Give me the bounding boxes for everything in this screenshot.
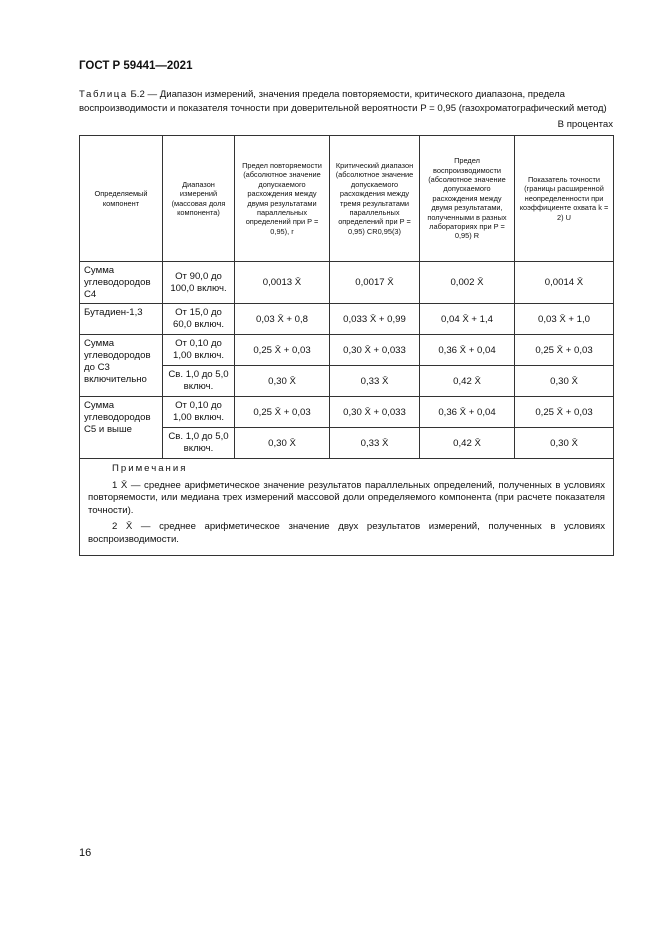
caption-label: Таблица (79, 89, 128, 100)
header-component: Определяемый компонент (80, 136, 163, 262)
accuracy-cell: 0,0014 X̄ (515, 262, 614, 304)
note-item: 1 X̄ — среднее арифметическое значение результатов параллельных определений, полученных в условиях повторяемости, или медиана трех измерений массовой доли определяемого компонента (при расчете показателя точности). (88, 479, 605, 516)
critical-range-cell: 0,33 X̄ (330, 366, 420, 397)
critical-range-cell: 0,30 X̄ + 0,033 (330, 397, 420, 428)
table-header-row (80, 136, 614, 262)
table-row (80, 262, 614, 304)
range-cell: От 0,10 до 1,00 включ. (163, 397, 235, 428)
critical-range-cell: 0,033 X̄ + 0,99 (330, 304, 420, 335)
note-item: 2 X̄ — среднее арифметическое значение двух результатов измерений, полученных в условиях воспроизводимости. (88, 521, 605, 545)
units-label: В процентах (557, 119, 613, 130)
table-row (80, 304, 614, 335)
reproducibility-cell: 0,42 X̄ (420, 428, 515, 459)
range-cell: От 15,0 до 60,0 включ. (163, 304, 235, 335)
table-row (80, 397, 614, 428)
accuracy-cell: 0,30 X̄ (515, 428, 614, 459)
repeatability-cell: 0,03 X̄ + 0,8 (235, 304, 330, 335)
reproducibility-cell: 0,42 X̄ (420, 366, 515, 397)
caption-text: Б.2 — Диапазон измерений, значения предела повторяемости, критического диапазона, предела воспроизводимости и показателя точности при доверительной вероятности P = 0,95 (газохроматографический метод) (79, 89, 607, 114)
range-cell: Св. 1,0 до 5,0 включ. (163, 366, 235, 397)
component-cell: Сумма углеводородов до C3 включительно (80, 335, 163, 397)
repeatability-cell: 0,30 X̄ (235, 366, 330, 397)
critical-range-cell: 0,0017 X̄ (330, 262, 420, 304)
repeatability-cell: 0,25 X̄ + 0,03 (235, 335, 330, 366)
critical-range-cell: 0,33 X̄ (330, 428, 420, 459)
notes-title: Примечания (112, 463, 188, 474)
notes-row (80, 459, 614, 556)
notes-block (80, 459, 613, 555)
reproducibility-cell: 0,36 X̄ + 0,04 (420, 335, 515, 366)
header-critical-range: Критический диапазон (абсолютное значение допускаемого расхождения между тремя результатами параллельных определений при P = 0,95) CR0,95(3) (330, 136, 420, 262)
component-cell: Сумма углеводородов C5 и выше (80, 397, 163, 459)
reproducibility-cell: 0,002 X̄ (420, 262, 515, 304)
accuracy-cell: 0,25 X̄ + 0,03 (515, 397, 614, 428)
table-caption (79, 88, 613, 115)
reproducibility-cell: 0,04 X̄ + 1,4 (420, 304, 515, 335)
header-reproducibility: Предел воспроизводимости (абсолютное значение допускаемого расхождения между двумя результатами, полученными в разных лабораториях при P = 0,95) R (420, 136, 515, 262)
reproducibility-cell: 0,36 X̄ + 0,04 (420, 397, 515, 428)
repeatability-cell: 0,25 X̄ + 0,03 (235, 397, 330, 428)
accuracy-cell: 0,30 X̄ (515, 366, 614, 397)
range-cell: Св. 1,0 до 5,0 включ. (163, 428, 235, 459)
page-number: 16 (79, 847, 92, 859)
repeatability-cell: 0,0013 X̄ (235, 262, 330, 304)
critical-range-cell: 0,30 X̄ + 0,033 (330, 335, 420, 366)
header-repeatability: Предел повторяемости (абсолютное значение допускаемого расхождения между двумя результатами параллельных определений при P = 0,95), r (235, 136, 330, 262)
component-cell: Бутадиен-1,3 (80, 304, 163, 335)
header-range: Диапазон измерений (массовая доля компонента) (163, 136, 235, 262)
range-cell: От 90,0 до 100,0 включ. (163, 262, 235, 304)
range-cell: От 0,10 до 1,00 включ. (163, 335, 235, 366)
accuracy-cell: 0,03 X̄ + 1,0 (515, 304, 614, 335)
repeatability-cell: 0,30 X̄ (235, 428, 330, 459)
table-row (80, 335, 614, 366)
document-header: ГОСТ Р 59441—2021 (79, 60, 193, 72)
header-accuracy: Показатель точности (границы расширенной неопределенности при коэффициенте охвата k = 2) U (515, 136, 614, 262)
measurement-table (79, 135, 614, 556)
accuracy-cell: 0,25 X̄ + 0,03 (515, 335, 614, 366)
component-cell: Сумма углеводородов C4 (80, 262, 163, 304)
